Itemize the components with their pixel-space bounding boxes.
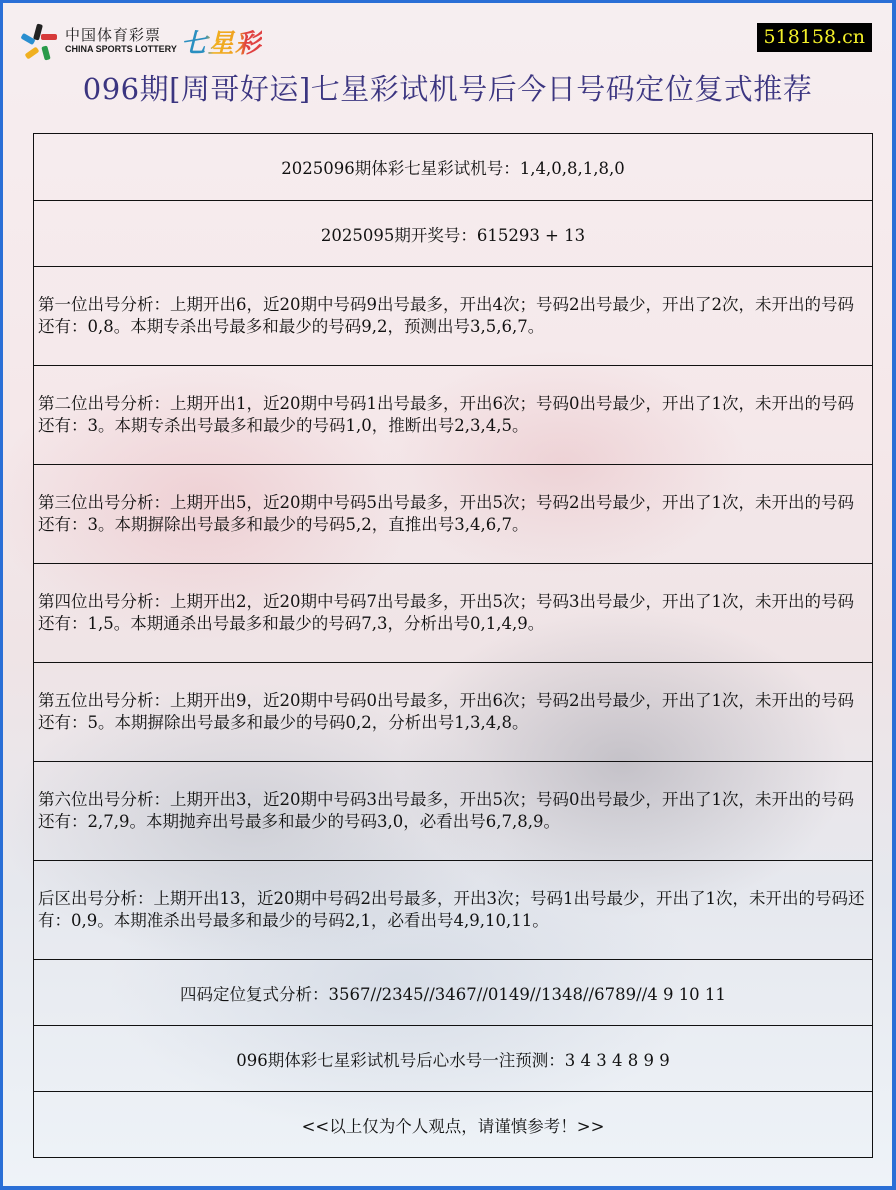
logo-brand-text: 七星彩 bbox=[181, 23, 262, 60]
analysis-text: 第二位出号分析：上期开出1，近20期中号码1出号最多，开出6次；号码0出号最少，开出了1次，未开出的号码还有：3。本期专杀出号最多和最少的号码1,0，推断出号2,3,4,5。 bbox=[38, 394, 854, 435]
fushi-text: 四码定位复式分析：3567//2345//3467//0149//1348//6789//4 9 10 11 bbox=[180, 984, 726, 1004]
analysis-row-position-3 bbox=[34, 464, 872, 563]
single-pick-text: 096期体彩七星彩试机号后心水号一注预测：3 4 3 4 8 9 9 bbox=[236, 1050, 670, 1070]
analysis-text: 第四位出号分析：上期开出2，近20期中号码7出号最多，开出5次；号码3出号最少，开出了1次，未开出的号码还有：1,5。本期通杀出号最多和最少的号码7,3，分析出号0,1,4,9。 bbox=[38, 592, 854, 633]
lottery-logo-icon bbox=[21, 22, 59, 60]
test-numbers-row bbox=[34, 134, 872, 200]
logo-en-text: CHINA SPORTS LOTTERY bbox=[65, 44, 177, 54]
analysis-text: 第三位出号分析：上期开出5，近20期中号码5出号最多，开出5次；号码2出号最少，开出了1次，未开出的号码还有：3。本期摒除出号最多和最少的号码5,2，直推出号3,4,6,7。 bbox=[38, 493, 854, 534]
single-pick-row bbox=[34, 1025, 872, 1091]
page-title: 096期[周哥好运]七星彩试机号后今日号码定位复式推荐 bbox=[82, 72, 813, 106]
analysis-row-position-4 bbox=[34, 563, 872, 662]
analysis-row-back-zone bbox=[34, 860, 872, 959]
site-badge[interactable]: 518158.cn bbox=[757, 23, 872, 52]
fushi-row bbox=[34, 959, 872, 1025]
logo-cn-text: 中国体育彩票 bbox=[65, 26, 162, 44]
last-draw-row bbox=[34, 200, 872, 266]
page-frame bbox=[3, 3, 892, 1186]
analysis-text: 第五位出号分析：上期开出9，近20期中号码0出号最多，开出6次；号码2出号最少，开出了1次，未开出的号码还有：5。本期摒除出号最多和最少的号码0,2，分析出号1,3,4,8。 bbox=[38, 691, 854, 732]
last-draw-text: 2025095期开奖号：615293 + 13 bbox=[320, 225, 586, 245]
test-numbers-text: 2025096期体彩七星彩试机号：1,4,0,8,1,8,0 bbox=[281, 159, 625, 178]
china-sports-lottery-logo bbox=[21, 21, 281, 61]
analysis-text: 第一位出号分析：上期开出6，近20期中号码9出号最多，开出4次；号码2出号最少，开出了2次，未开出的号码还有：0,8。本期专杀出号最多和最少的号码9,2，预测出号3,5,6,7。 bbox=[38, 295, 854, 336]
analysis-row-position-2 bbox=[34, 365, 872, 464]
analysis-text: 第六位出号分析：上期开出3，近20期中号码3出号最多，开出5次；号码0出号最少，开出了1次，未开出的号码还有：2,7,9。本期抛弃出号最多和最少的号码3,0，必看出号6,7,8,9。 bbox=[38, 790, 854, 831]
analysis-row-position-1 bbox=[34, 266, 872, 365]
analysis-text: 后区出号分析：上期开出13，近20期中号码2出号最多，开出3次；号码1出号最少，开出了1次，未开出的号码还有：0,9。本期准杀出号最多和最少的号码2,1，必看出号4,9,10,11。 bbox=[38, 889, 865, 930]
disclaimer-text: <<以上仅为个人观点，请谨慎参考！>> bbox=[301, 1116, 605, 1136]
analysis-row-position-5 bbox=[34, 662, 872, 761]
disclaimer-row bbox=[34, 1091, 872, 1157]
analysis-row-position-6 bbox=[34, 761, 872, 860]
recommendation-table bbox=[33, 133, 873, 1158]
